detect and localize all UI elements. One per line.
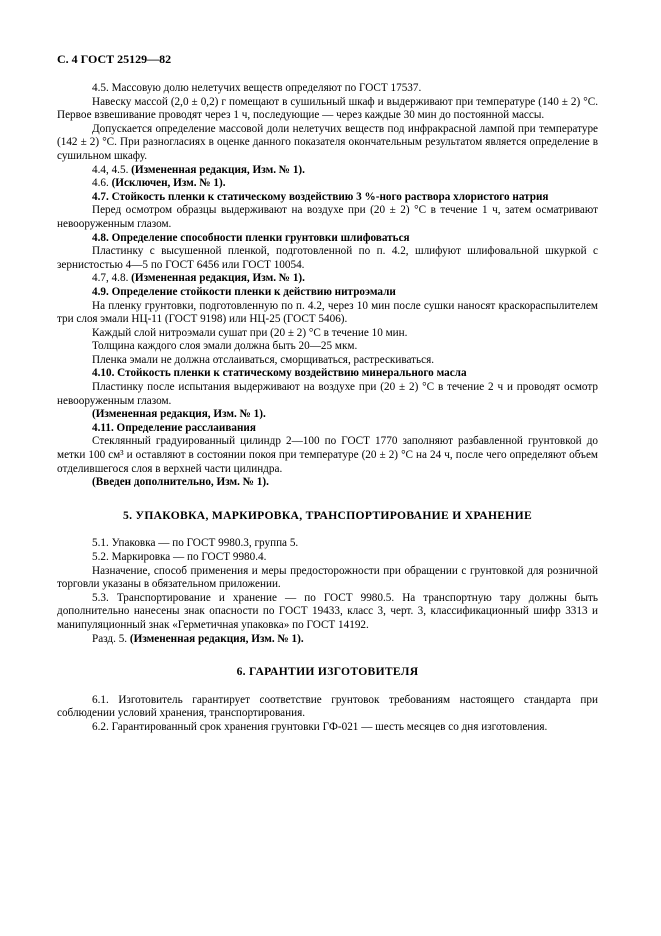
paragraph-5-2: 5.2. Маркировка — по ГОСТ 9980.4. [92, 551, 267, 563]
section-heading-4-10: 4.10. Стойкость пленки к статическому воздействию минерального масла [92, 367, 467, 380]
page-header: С. 4 ГОСТ 25129—82 [57, 52, 172, 66]
paragraph-6-1: 6.1. Изготовитель гарантирует соответствие грунтовок требованиям настоящего стандарта при соблюдении условий хранения, транспортирования. [57, 693, 598, 720]
section-heading-4-11: 4.11. Определение расслаивания [92, 421, 256, 434]
paragraph-thickness: Толщина каждого слоя эмали должна быть 20—25 мкм. [92, 340, 358, 353]
amendment-prefix: Разд. 5. [92, 632, 130, 645]
paragraph-5-1: 5.1. Упаковка — по ГОСТ 9980.3, группа 5. [92, 537, 299, 550]
paragraph-purpose: Назначение, способ применения и меры предосторожности при обращении с грунтовкой для розничной торговли указаны в обязательном приложении. [57, 564, 598, 591]
section-heading-4-8: 4.8. Определение способности пленки грунтовки шлифоваться [92, 231, 410, 244]
amendment-note-4-10: (Измененная редакция, Изм. № 1). [92, 408, 266, 421]
paragraph-drying: Каждый слой нитроэмали сушат при (20 ± 2) °С в течение 10 мин. [92, 326, 408, 339]
amendment-prefix: 4.7, 4.8. [92, 272, 132, 285]
paragraph-cylinder: Стеклянный градуированный цилиндр 2—100 по ГОСТ 1770 заполняют разбавленной грунтовкой до метки 100 см³ и оставляют в состоянии покоя при температуре (20 ± 2) °С на 24 ч, после чего определяют объем отделившегося слоя в верхней части цилиндра. [57, 435, 598, 475]
paragraph-infrared: Допускается определение массовой доли нелетучих веществ под инфракрасной лампой при температуре (142 ± 2) °С. При разногласиях в оценке данного показателя окончательным результатом является определение в сушильном шкафу. [57, 122, 598, 162]
amendment-text: (Исключен, Изм. № 1). [111, 177, 226, 190]
amendment-text: (Измененная редакция, Изм. № 1). [131, 272, 305, 285]
amendment-prefix: 4.4, 4.5. [92, 163, 132, 176]
document-body [57, 82, 598, 735]
paragraph-inspection: Перед осмотром образцы выдерживают на воздухе при (20 ± 2) °С в течение 1 ч, затем осматривают невооруженным глазом. [57, 204, 598, 230]
amendment-note-4-6 [57, 177, 598, 191]
paragraph-oil-test: Пластинку после испытания выдерживают на воздухе при (20 ± 2) °С в течение 2 ч и проводят осмотр невооруженным глазом. [57, 381, 598, 407]
paragraph-grinding: Пластинку с высушенной пленкой, подготовленной по п. 4.2, шлифуют шлифовальной шкуркой с зернистостью 4—5 по ГОСТ 6456 или ГОСТ 10054. [57, 245, 598, 271]
amendment-note-4-11: (Введен дополнительно, Изм. № 1). [92, 476, 269, 489]
amendment-text: (Измененная редакция, Изм. № 1). [129, 632, 304, 645]
section-heading-4-7: 4.7. Стойкость пленки к статическому воздействию 3 %-ного раствора хлористого натрия [92, 190, 549, 203]
section-heading-4-9: 4.9. Определение стойкости пленки к действию нитроэмали [92, 285, 396, 298]
paragraph-enamel: На пленку грунтовки, подготовленную по п. 4.2, через 10 мин после сушки наносят краскораспылителем три слоя эмали НЦ-11 (ГОСТ 9198) или НЦ-25 (ГОСТ 5406). [57, 299, 598, 326]
section-title-6: 6. ГАРАНТИИ ИЗГОТОВИТЕЛЯ [236, 665, 419, 679]
amendment-note-4-7 [57, 272, 598, 286]
paragraph-no-peeling: Пленка эмали не должна отслаиваться, сморщиваться, растрескиваться. [92, 353, 435, 366]
amendment-text: (Измененная редакция, Изм. № 1). [131, 163, 305, 176]
amendment-note-section-5 [57, 633, 598, 647]
paragraph-4-5: 4.5. Массовую долю нелетучих веществ определяют по ГОСТ 17537. [92, 82, 422, 94]
section-title-5: 5. УПАКОВКА, МАРКИРОВКА, ТРАНСПОРТИРОВАНИЕ И ХРАНЕНИЕ [123, 508, 532, 522]
amendment-note-4-4 [57, 164, 598, 178]
paragraph-6-2: 6.2. Гарантированный срок хранения грунтовки ГФ-021 — шесть месяцев со дня изготовления. [92, 720, 548, 733]
paragraph-weighing: Навеску массой (2,0 ± 0,2) г помещают в сушильный шкаф и выдерживают при температуре (140 ± 2) °С. Первое взвешивание проводят через 1 ч, последующие — через каждые 30 мин до постоянной массы. [57, 95, 598, 122]
paragraph-5-3: 5.3. Транспортирование и хранение — по ГОСТ 9980.5. На транспортную тару должны быть дополнительно нанесены знак опасности по ГОСТ 19433, класс 3, черт. 3, классификационный шифр 3313 и манипуляционный знак «Герметичная упаковка» по ГОСТ 14192. [57, 591, 598, 631]
amendment-prefix: 4.6. [92, 177, 112, 190]
